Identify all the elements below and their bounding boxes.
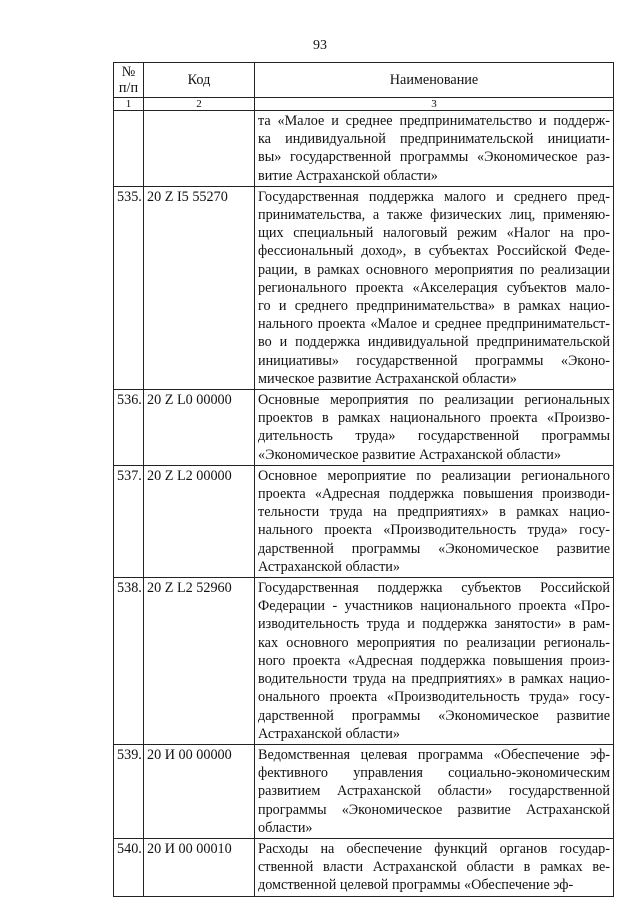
name-line: домственной целевой программы «Обеспечение эф- [258, 877, 574, 894]
row-number: 538. [114, 578, 144, 745]
header-num: № п/п [114, 63, 144, 98]
row-name [255, 111, 614, 187]
name-line: Астраханской области» [258, 558, 400, 575]
row-name [255, 744, 614, 838]
row-number [114, 111, 144, 187]
name-line: Ведомственная целевая программа «Обеспечение эф- [258, 746, 610, 763]
name-line: регионального проекта «Акселерация субъектов мало- [258, 279, 610, 296]
table-row [114, 838, 614, 896]
row-code: 20 Z I5 55270 [144, 186, 255, 389]
row-number: 540. [114, 838, 144, 896]
table-row [114, 465, 614, 577]
name-line: вы» государственной программы «Экономическое раз- [258, 149, 610, 166]
column-index: 3 [255, 98, 614, 111]
name-line: витие Астраханской области» [258, 167, 438, 184]
header-code: Код [144, 63, 255, 98]
name-line: проектов в рамках национального проекта «Произво- [258, 410, 610, 427]
row-name [255, 186, 614, 389]
row-code [144, 111, 255, 187]
name-line: та «Малое и среднее предпринимательство и поддерж- [258, 113, 610, 129]
row-number: 539. [114, 744, 144, 838]
name-line: Государственная поддержка малого и среднего пред- [258, 188, 610, 205]
row-code: 20 И 00 00000 [144, 744, 255, 838]
name-line: «Экономическое развитие Астраханской области» [258, 446, 561, 463]
name-line: Основное мероприятие по реализации регионального [258, 467, 610, 484]
table-row [114, 390, 614, 466]
name-line: дарственной программы «Экономическое развитие [258, 540, 610, 557]
name-line: фессиональный доход», в субъектах Российской Феде- [258, 243, 610, 260]
table-header-row [114, 63, 614, 98]
name-line: дарственной программы «Экономическое развитие [258, 707, 610, 724]
row-number: 537. [114, 465, 144, 577]
codes-table [113, 62, 614, 897]
name-line: ках основного мероприятия по реализации региональ- [258, 634, 610, 651]
row-number: 535. [114, 186, 144, 389]
name-line: нального проекта «Малое и среднее предпринимательст- [258, 316, 610, 333]
name-line: изводительность труда и поддержка занятости» в рам- [258, 616, 610, 633]
name-line: проекта «Адресная поддержка повышения производи- [258, 486, 610, 503]
name-line: рации, в рамках основного мероприятия по реализации [258, 261, 610, 278]
header-name: Наименование [255, 63, 614, 98]
row-number: 536. [114, 390, 144, 466]
name-line: Основные мероприятия по реализации региональных [258, 392, 610, 409]
name-line: фективного управления социально-экономическим [258, 765, 610, 782]
row-name [255, 390, 614, 466]
row-name [255, 578, 614, 745]
name-line: ка индивидуальной предпринимательской инициати- [258, 131, 610, 148]
name-line: программы «Экономическое развитие Астраханской [258, 801, 610, 818]
name-line: ного проекта «Адресная поддержка повышения произ- [258, 652, 610, 669]
name-line: Федерации - участников национального проекта «Про- [258, 598, 610, 615]
name-line: дительность труда» государственной программы [258, 428, 610, 445]
row-code: 20 И 00 00010 [144, 838, 255, 896]
name-line: Расходы на обеспечение функций органов государ- [258, 840, 610, 857]
column-index: 1 [114, 98, 144, 111]
table-row [114, 111, 614, 187]
name-line: мическое развитие Астраханской области» [258, 370, 517, 387]
table-row [114, 578, 614, 745]
name-line: водительности труда на предприятиях» в рамках нацио- [258, 671, 610, 688]
column-index-row [114, 98, 614, 111]
name-line: развитием Астраханской области» государственной [258, 783, 610, 800]
row-name [255, 838, 614, 896]
name-line: ственной власти Астраханской области в рамках ве- [258, 859, 610, 876]
row-name [255, 465, 614, 577]
name-line: тельности труда на предприятиях» в рамках нацио- [258, 504, 610, 521]
table-row [114, 744, 614, 838]
column-index: 2 [144, 98, 255, 111]
row-code: 20 Z L0 00000 [144, 390, 255, 466]
row-code: 20 Z L2 52960 [144, 578, 255, 745]
name-line: во и поддержка индивидуальной предпринимательской [258, 334, 610, 351]
name-line: щих специальный налоговый режим «Налог на про- [258, 225, 610, 242]
name-line: области» [258, 819, 313, 836]
name-line: онального проекта «Производительность труда» госу- [258, 689, 610, 706]
name-line: Астраханской области» [258, 725, 400, 742]
name-line: го и среднего предпринимательства» в рамках нацио- [258, 298, 610, 315]
name-line: инициативы» государственной программы «Эконо- [258, 352, 610, 369]
name-line: нального проекта «Производительность труда» госу- [258, 522, 610, 539]
page-number: 93 [313, 38, 327, 53]
table-row [114, 186, 614, 389]
row-code: 20 Z L2 00000 [144, 465, 255, 577]
name-line: принимательства, а также физических лиц, применяю- [258, 207, 610, 224]
name-line: Государственная поддержка субъектов Российской [258, 580, 610, 597]
